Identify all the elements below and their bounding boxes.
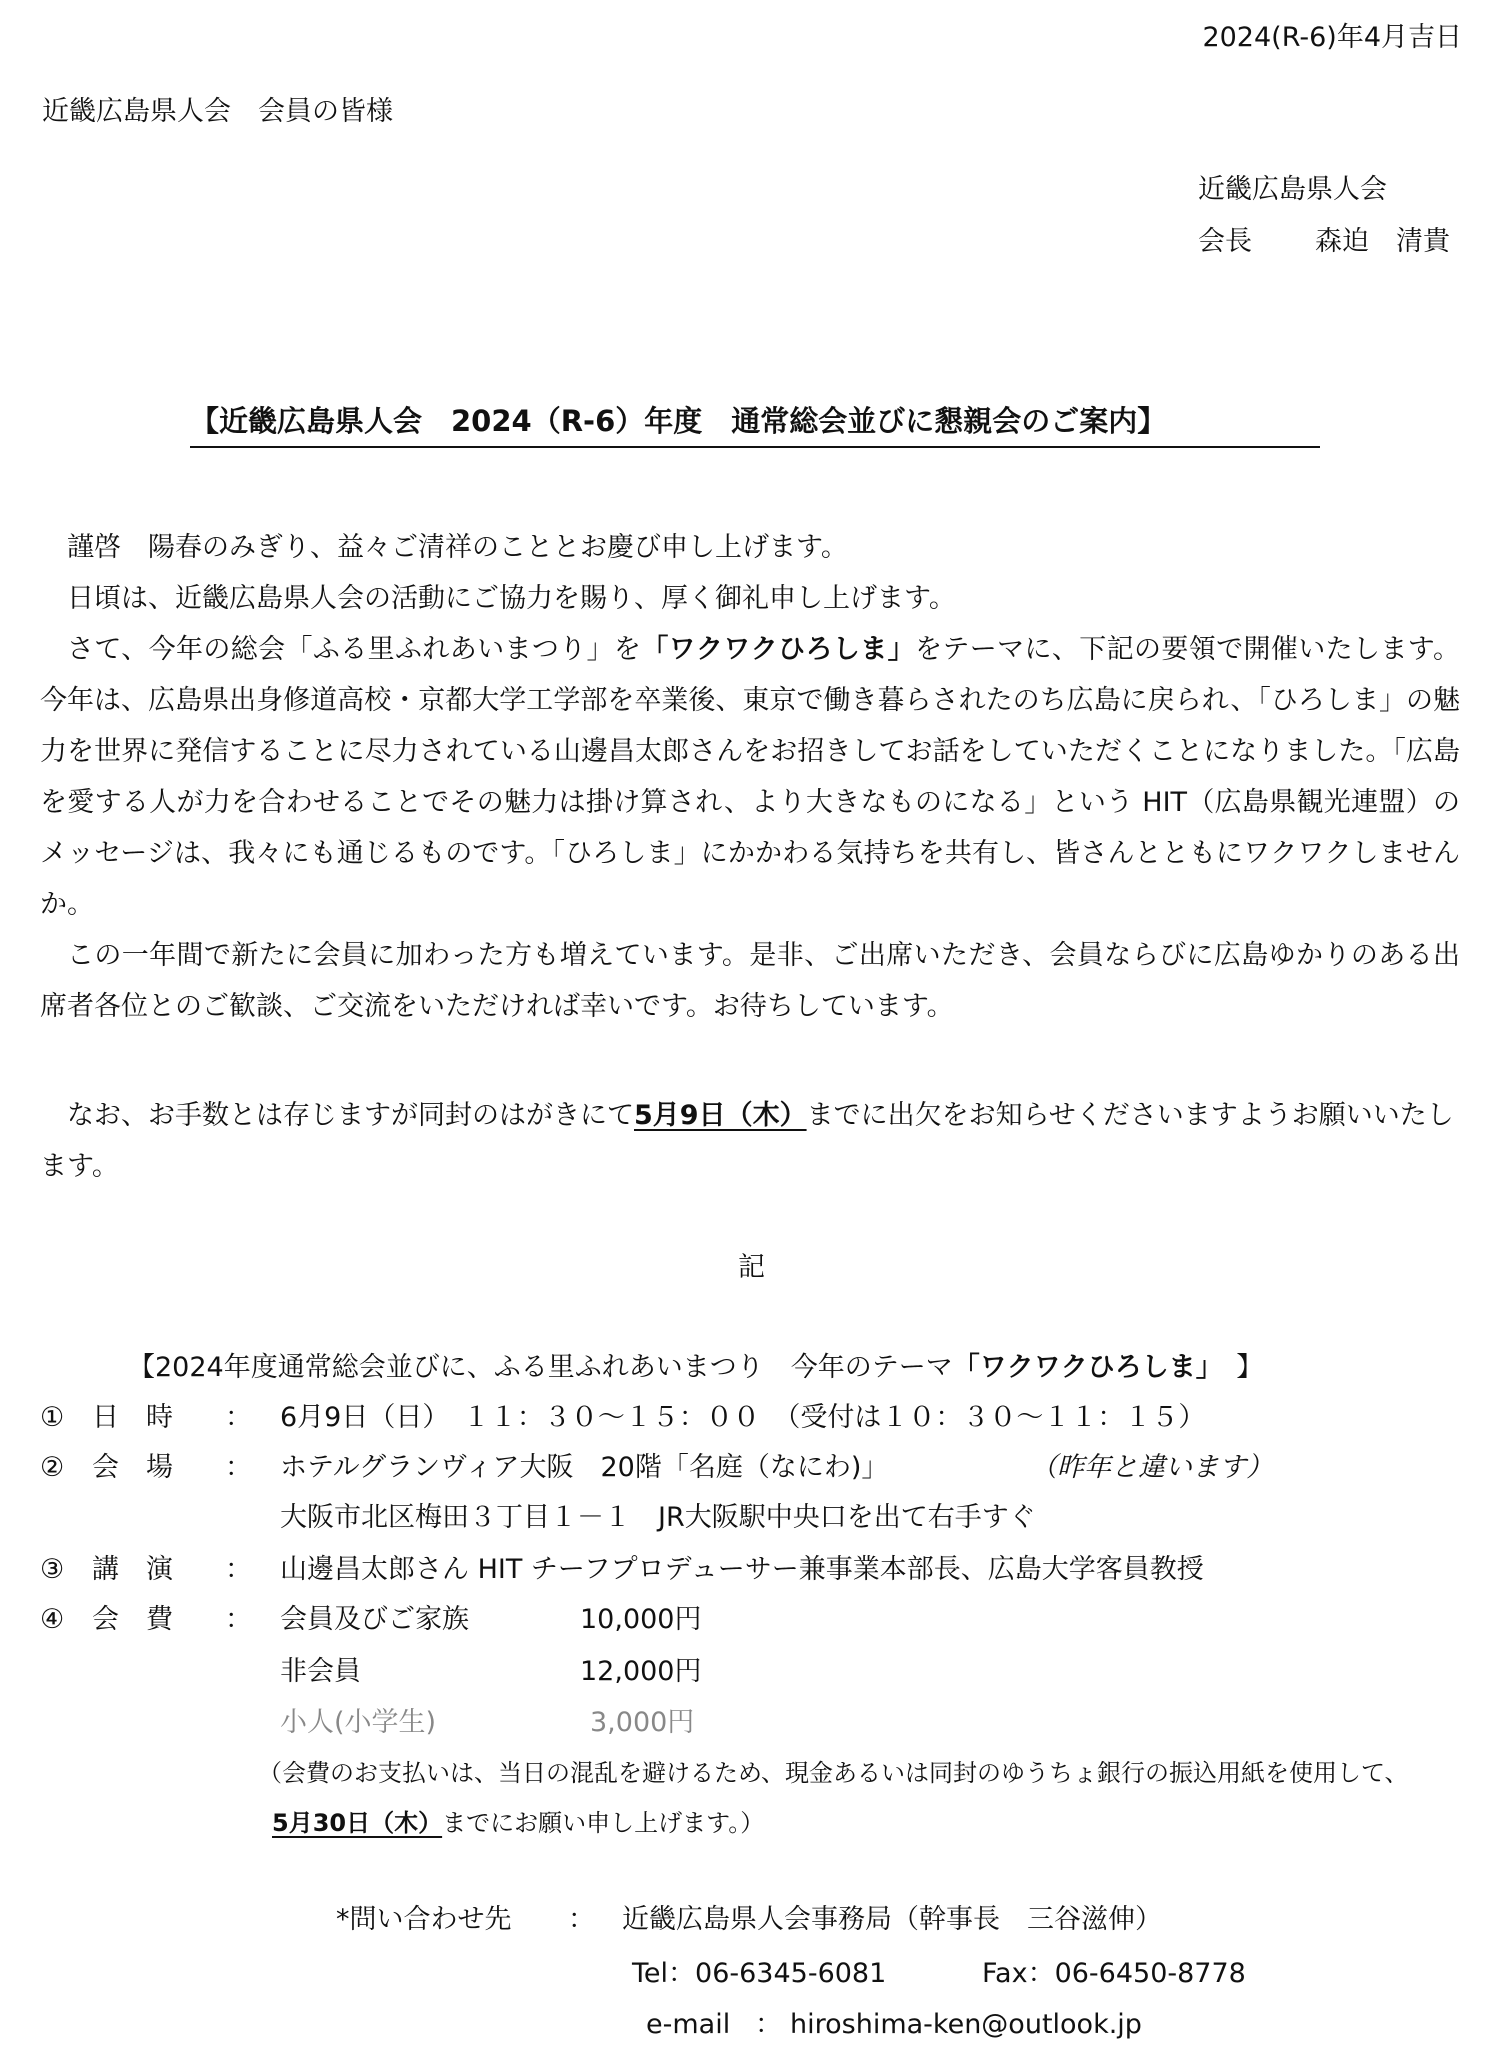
body-greeting: 謹啓 陽春のみぎり、益々ご清祥のこととお慶び申し上げます。 (67, 532, 848, 563)
ki-marker: 記 (738, 1252, 765, 1283)
item-value: ホテルグランヴィア大阪 20階「名庭（なにわ)」 (280, 1452, 889, 1483)
contact-fax: Fax：06-6450-8778 (982, 1958, 1246, 1989)
fee-row-nonmember (40, 1652, 1460, 1692)
details-heading: 【2024年度通常総会並びに、ふる里ふれあいまつり 今年のテーマ「ワクワクひろしま」 】 (128, 1352, 1264, 1383)
fee-name: 小人(小学生) (280, 1707, 437, 1738)
fee-name: 非会員 (280, 1656, 361, 1687)
body-event-description: さて、今年の総会「ふる里ふれあいまつり」を「ワクワクひろしま」をテーマに、下記の要領で開催いたします。今年は、広島県出身修道高校・京都大学工学部を卒業後、東京で働き暮らされたのち広島に戻られ、「ひろしま」の魅力を世界に発信することに尽力されている山邊昌太郎さんをお招きしてお話をしていただくことになりました。「広島を愛する人が力を合わせることでその魅力は掛け算され、より大きなものになる」という HIT（広島県観光連盟）のメッセージは、我々にも通じるものです。「ひろしま」にかかわる気持ちを共有し、皆さんとともにワクワクしませんか。 (40, 634, 1461, 920)
detail-row-venue-address (40, 1498, 1460, 1538)
item-colon: ： (225, 1402, 252, 1433)
fee-amount: 10,000円 (580, 1604, 702, 1635)
item-colon: ： (225, 1554, 252, 1585)
item-label: 会 費 (92, 1604, 173, 1635)
detail-row-fees (40, 1600, 1460, 1640)
contact-tel: Tel：06-6345-6081 (632, 1958, 887, 1989)
body-thanks: 日頃は、近畿広島県人会の活動にご協力を賜り、厚く御礼申し上げます。 (67, 583, 956, 614)
fee-amount: 3,000円 (590, 1707, 695, 1738)
item-label: 会 場 (92, 1452, 173, 1483)
details-theme: 「ワクワクひろしま」 (952, 1352, 1210, 1383)
contact-colon: ： (568, 1904, 595, 1935)
item-colon: ： (225, 1452, 252, 1483)
item-number: ③ (40, 1554, 65, 1585)
item-label: 日 時 (92, 1402, 173, 1433)
contact-label: *問い合わせ先 (336, 1904, 512, 1935)
detail-row-lecture (40, 1550, 1460, 1590)
payment-deadline: 5月30日（木） (272, 1809, 443, 1837)
addressee: 近畿広島県人会 会員の皆様 (42, 96, 393, 127)
contact-office: 近畿広島県人会事務局（幹事長 三谷滋伸） (622, 1904, 1162, 1935)
sender-org: 近畿広島県人会 (1198, 174, 1387, 205)
detail-row-datetime (40, 1398, 1460, 1438)
rsvp-paragraph: なお、お手数とは存じますが同封のはがきにて5月9日（木）までに出欠をお知らせくださいますようお願いいたします。 (40, 1100, 1454, 1182)
payment-note-deadline-line: 5月30日（木）までにお願い申し上げます。） (272, 1809, 765, 1837)
item-number: ① (40, 1402, 65, 1433)
venue-note: （昨年と違います） (1030, 1452, 1273, 1483)
item-number: ④ (40, 1604, 65, 1635)
contact-email[interactable]: hiroshima-ken@outlook.jp (790, 2009, 1142, 2040)
detail-row-venue (40, 1448, 1460, 1488)
item-colon: ： (225, 1604, 252, 1635)
contact-email-colon: ： (755, 2009, 782, 2040)
contact-email-label: e-mail (646, 2009, 731, 2040)
item-label: 講 演 (92, 1554, 173, 1585)
sender-title: 会長 (1198, 226, 1252, 257)
payment-note: （会費のお支払いは、当日の混乱を避けるため、現金あるいは同封のゆうちょ銀行の振込用紙を使用して、 (258, 1759, 1409, 1787)
item-value: 山邊昌太郎さん HIT チーフプロデューサー兼事業本部長、広島大学客員教授 (280, 1554, 1204, 1585)
fee-name: 会員及びご家族 (280, 1604, 469, 1635)
letter-date: 2024(R-6)年4月吉日 (1202, 22, 1462, 53)
body-invitation: この一年間で新たに会員に加わった方も増えています。是非、ご出席いただき、会員ならびに広島ゆかりのある出席者各位とのご歓談、ご交流をいただければ幸いです。お待ちしています。 (40, 940, 1460, 1022)
venue-address: 大阪市北区梅田３丁目１－１ JR大阪駅中央口を出て右手すぐ (280, 1502, 1036, 1533)
letter-body (40, 522, 1460, 1032)
theme-highlight: 「ワクワクひろしま」 (641, 634, 916, 665)
item-number: ② (40, 1452, 65, 1483)
fee-row-child (40, 1703, 1460, 1743)
page-title: 【近畿広島県人会 2024（R-6）年度 通常総会並びに懇親会のご案内】 (190, 400, 1320, 448)
rsvp-deadline: 5月9日（木） (634, 1100, 807, 1131)
fee-amount: 12,000円 (580, 1656, 702, 1687)
sender-name: 森迫 清貴 (1315, 226, 1450, 257)
item-value: 6月9日（日） １１：３０～１５：００ （受付は１０：３０～１１：１５） (280, 1402, 1206, 1433)
